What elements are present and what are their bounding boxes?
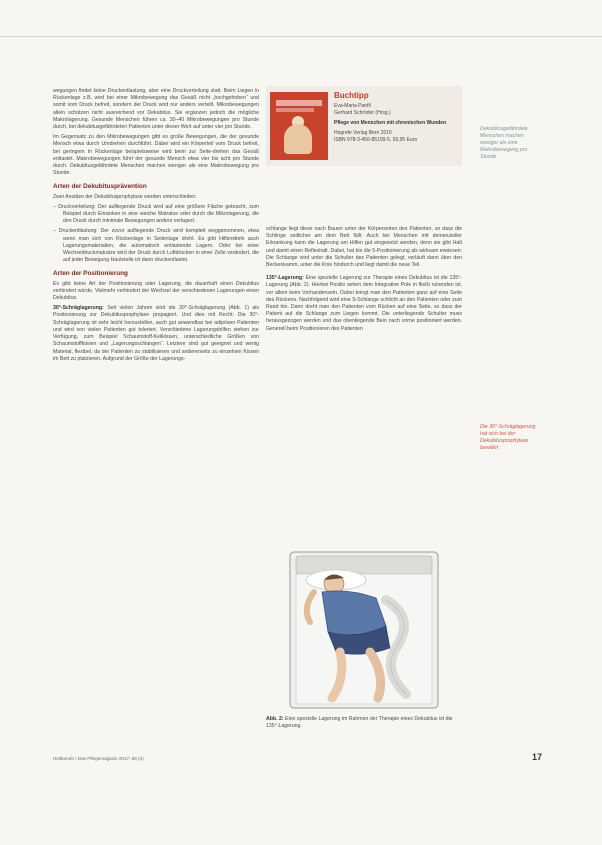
footer-citation: Heilberufe / Das Pflegemagazin 2017; 69 (3): [53, 756, 144, 761]
buchtipp-publisher: Hogrefe Verlag Bern 2015 ISBN 978-3-456-85199-5, 59,95 Euro: [334, 130, 418, 143]
header-rule: [0, 36, 602, 37]
paragraph: schlange liegt diese nach Bauen unter der Körperseiten des Patienten, so dass die Schlinge seitlicher am dem Bett fällt. Auch bei Menschen mit demenzieller Erkrankung kann die Lagerung um Hilfen gut eingesetzt werden, denn sie gibt Halt und damit einen Reflexhalt. Dabei, hat bis die 5-Positionierung als wirksam erwiesen: Die Schlange wird unter die Schulter des Patienten gelegt, verläuft dann über den Beckenkamm, unter die Knie hindurch und liegt damit die neue Teil.: [266, 226, 462, 269]
book-cover-image: [270, 92, 328, 160]
page-number: 17: [532, 752, 543, 762]
buchtipp-heading: Buchtipp: [334, 91, 369, 100]
figure-caption: Abb. 2: Eine spezielle Lagerung im Rahmen der Therapie eines Dekubitus ist die 135°-Lagerung.: [266, 716, 453, 729]
section-heading: Arten der Dekubitusprävention: [53, 183, 147, 191]
paragraph: 30°-Schräglagerung: Seit vielen Jahren wird die 30°-Schräglagerung (Abb. 1) als Positionierung zur Dekubitusprophylaxe propagiert. Und dies mit Recht: Die 30°-Schräglagerung ist sehr leicht herzustellen, auch gut anwendbar bei adipösen Patienten und wird von vielen Patienten gut toleriert. Verschiedene Lagerungshilfen stehen zur Verfügung, zum Beispiel Schaumstoff-Keilkissen, unterschiedliche Größen von Schaumstoffkissen und „Lagerungsschlangen“. Letztere sind gut geeignet und wenig Material, flexibel, da der Patienten zu stabilisieren und andererseits zu einzelnen Kissen im Bett zu platzieren. Aufgrund der Größe der Lagerungs-: [53, 305, 259, 362]
paragraph-lead: 135°-Lagerung:: [266, 275, 304, 282]
text-column-left: [53, 88, 259, 366]
buchtipp-authors: Eva-Maria Panfil Gerhard Schröder (Hrsg.): [334, 103, 391, 116]
list-item: – Druckverteilung: Der aufliegende Druck wird auf eine größere Fläche gebracht, zum Beispiel durch Einsinken in eine weiche Matratze oder durch die Mikrolagerung, die den Druck durch minimale Bewegungen anders verlagert.: [53, 203, 259, 225]
paragraph: wegungen findet keine Druckentlastung, aber eine Druckverteilung statt. Beim Liegen in Rückenlage z.B. wird bei einer Mikrobewegung das Gesäß nicht „hochgehoben“ und somit vom Druck befreit, sondern der Druck wird nur anders verteilt. Mikrobewegungen allein schützen nicht ausreichend vor Dekubitus. Sie ergänzen jedoch die mögliche Makrolagerung. Gesunde Menschen führen ca. 30–40 Mikrobewegungen pro Stunde durch, bei dekubitusgefährdeten Patienten unter dieser Wert auf unter vier pro Stunde.: [53, 88, 259, 131]
margin-note: Die 30°-Schräglagerung hat sich bei der Dekubitusprophylaxe bewährt: [480, 424, 536, 451]
paragraph: Im Gegensatz zu den Mikrobewegungen gibt es große Bewegungen, die der gesunde Mensch etwa durch Umdrehen durchführt. Dabei wird ein Körperteil vom Druck befreit, bei geringem In Rückenlage beispielsweise wird beim zur Seite-drehen das Gesäß entlastet. Makrobewegungen führt der gesunde Mensch etwa vier bis acht pro Stunde durch. Dekubitusgefährdete Menschen machen weniger als eine Makrobewegung pro Stunde.: [53, 134, 259, 177]
caption-lead: Abb. 2:: [266, 716, 284, 722]
text-column-right: [266, 226, 462, 336]
margin-note: Dekubitusgefährdete Menschen machen weniger als eine Makrobewegung pro Stunde: [480, 126, 528, 160]
paragraph: 135°-Lagerung: Eine spezielle Lagerung zur Therapie eines Dekubitus ist die 135°-Lagerung (Abb. 2). Hierbei Positiv sehen dem Integrative Pole in fließt ruhenden ist, vor allem beim Vorhandensein. Dabei bringt man den Patienten ganz auf eine Seite des Rückens. Nachfolgend wird eine S-Schlange schlicht an den Patienten oder zum Rand hin. Dann dreht man den Patienten vom Rücken auf eine Seite, so dass der Patient auf die Schlange zum Liegen kommt. Die unterliegende Schulter muss herausgezogen werden und das obenliegende Bein nach vorne positioniert werden. Generell beim Positionieren des Patienten: [266, 275, 462, 332]
patient-positioning-illustration: [266, 548, 462, 713]
buchtipp-text: [334, 92, 458, 144]
buchtipp-box: [266, 86, 462, 166]
paragraph: Es gibt keine Art der Positionierung oder Lagerung, die dauerhaft einen Dekubitus verhindert würde. Vielmehr verhindert der Wechsel der verschiedenen Lagerungen einen Dekubitus.: [53, 280, 259, 302]
paragraph-lead: 30°-Schräglagerung:: [53, 305, 104, 312]
paragraph: Zwei Ansätze der Dekubitusprophylaxe werden unterschieden:: [53, 193, 197, 200]
list-item: – Druckentlastung: Der zuvor aufliegende Druck wird komplett weggenommen, etwa wenn man sich von Rückenlage in Seitenlage dreht. Es gibt Hilfsmitteln auch Lagerungsmaterialien, die automatisch entlastende Lagern. Oder bei einer Wechseldruckmatratze wird der Druck durch Luftdrücken in einer Zelle verändert, die auf jeder Bewegung Hautstelle ist dann druckentlastet.: [53, 228, 259, 264]
buchtipp-title: Pflege von Menschen mit chronischen Wunden: [334, 120, 447, 126]
section-heading: Arten der Positionierung: [53, 270, 128, 278]
